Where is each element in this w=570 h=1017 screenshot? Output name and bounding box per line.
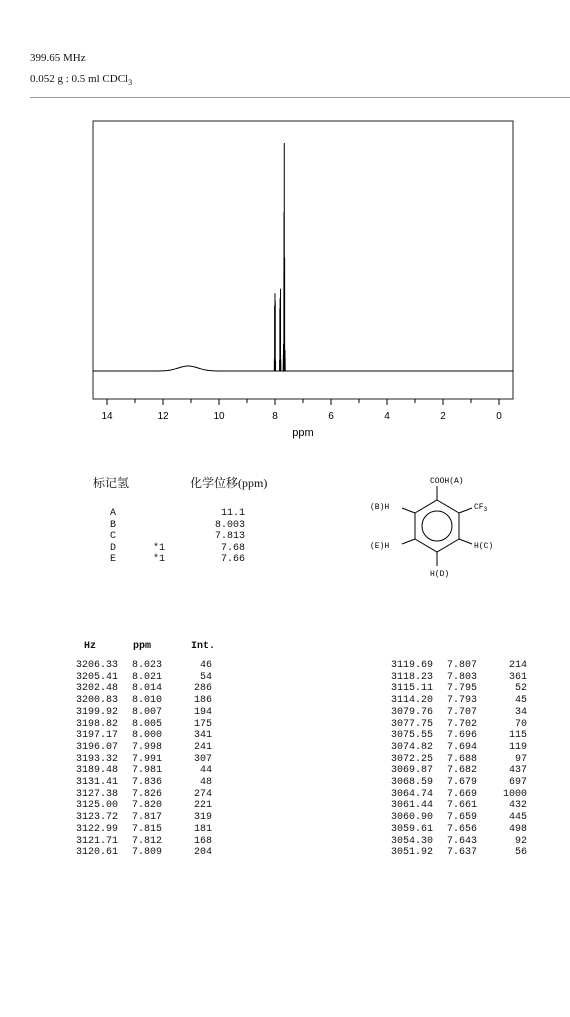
peak-hz: 3114.20 [390, 695, 433, 707]
peak-ppm: 7.991 [131, 753, 162, 765]
shift-value: 7.813 [214, 531, 245, 542]
table-row [379, 719, 570, 730]
label-c: H(C) [474, 542, 494, 551]
table-row [64, 789, 264, 800]
aromatic-circle [422, 511, 452, 541]
table-row [64, 683, 264, 694]
peak-int: 437 [508, 765, 527, 777]
peak-hz: 3189.48 [75, 765, 118, 777]
peak-int: 175 [193, 718, 212, 730]
peak-hz: 3131.41 [75, 777, 118, 788]
peak-int: 70 [514, 718, 527, 730]
shift-value: 7.66 [220, 554, 245, 565]
peak-ppm: 7.694 [446, 741, 477, 753]
table-row [64, 660, 264, 671]
bond-e [402, 539, 415, 544]
peak-hz: 3193.32 [75, 753, 118, 765]
peak-int: 186 [193, 695, 212, 707]
peak-hz: 3205.41 [75, 671, 118, 683]
table-row [64, 707, 264, 718]
label-cf3-subscript: 3 [483, 506, 488, 513]
peak-ppm: 7.707 [446, 706, 477, 718]
x-tick-label: 6 [328, 411, 334, 422]
peak-hz: 3125.00 [75, 800, 118, 812]
table-row [379, 695, 570, 706]
table-row [64, 754, 264, 765]
table-row [64, 695, 264, 706]
table-row [64, 742, 264, 753]
peak-hz: 3206.33 [75, 660, 118, 671]
peak-ppm: 7.981 [131, 765, 162, 777]
table-row [64, 719, 264, 730]
peak-hz: 3074.82 [390, 741, 433, 753]
peak-ppm: 7.836 [131, 777, 162, 788]
shift-row [0, 531, 300, 542]
peak-hz: 3060.90 [390, 812, 433, 824]
sample-text: 0.052 g : 0.5 ml CDCl [30, 73, 129, 85]
peak-hz: 3054.30 [390, 835, 433, 847]
peak-hz: 3059.61 [390, 823, 433, 835]
peak-hz: 3077.75 [390, 718, 433, 730]
peak-int: 44 [199, 765, 212, 777]
table-row [64, 812, 264, 823]
peak-ppm: 8.021 [131, 671, 162, 683]
shift-note: *1 [153, 554, 166, 565]
peak-int: 221 [193, 800, 212, 812]
shift-label: B [110, 519, 117, 531]
peak-int: 1000 [502, 788, 527, 800]
peak-int: 214 [508, 660, 527, 671]
peak-int: 432 [508, 800, 527, 812]
peak-ppm: 7.661 [446, 800, 477, 812]
peak-int: 119 [508, 741, 527, 753]
peak-ppm: 8.014 [131, 683, 162, 695]
shift-row [0, 543, 300, 554]
peak-ppm: 7.679 [446, 777, 477, 788]
peak-ppm: 7.817 [131, 812, 162, 824]
shift-value: 7.68 [220, 542, 245, 554]
label-e: (E)H [370, 542, 390, 551]
table-row [64, 765, 264, 776]
peak-ppm: 8.023 [131, 660, 162, 671]
peak-int: 48 [199, 777, 212, 788]
peak-hz: 3115.11 [390, 683, 433, 695]
frequency-label: 399.65 MHz [30, 52, 86, 64]
peak-ppm: 7.643 [446, 835, 477, 847]
peak-int: 241 [193, 741, 212, 753]
table-row [379, 683, 570, 694]
peak-hz: 3200.83 [75, 695, 118, 707]
shift-label: C [110, 531, 117, 542]
peak-ppm: 7.656 [446, 823, 477, 835]
peak-ppm: 7.682 [446, 765, 477, 777]
peak-hz: 3069.87 [390, 765, 433, 777]
peak-hz: 3127.38 [75, 788, 118, 800]
table-row [379, 660, 570, 671]
peak-ppm: 7.795 [446, 683, 477, 695]
bond-b [402, 508, 415, 513]
peak-hz: 3122.99 [75, 823, 118, 835]
shift-value: 11.1 [220, 508, 245, 519]
shift-label: D [110, 542, 117, 554]
shift-label: A [110, 508, 117, 519]
peak-ppm: 8.010 [131, 695, 162, 707]
peak-ppm: 7.820 [131, 800, 162, 812]
peak-int: 204 [193, 847, 212, 859]
table-row [379, 836, 570, 847]
peak-int: 46 [199, 660, 212, 671]
table-row [379, 730, 570, 741]
peak-table-header-hz: Hz [84, 641, 97, 652]
shift-column-label-hydrogen: 标记氢 [93, 476, 130, 490]
table-row [379, 847, 570, 858]
table-row [379, 707, 570, 718]
peak-hz: 3061.44 [390, 800, 433, 812]
table-row [64, 824, 264, 835]
table-row [379, 789, 570, 800]
table-row [379, 765, 570, 776]
shift-row [0, 508, 300, 519]
peak-int: 286 [193, 683, 212, 695]
plot-frame [93, 121, 513, 399]
peak-ppm: 7.659 [446, 812, 477, 824]
peak-hz: 3202.48 [75, 683, 118, 695]
peak-int: 56 [514, 847, 527, 859]
x-axis-label: ppm [292, 427, 314, 439]
peak-int: 181 [193, 823, 212, 835]
peak-int: 341 [193, 730, 212, 742]
peak-hz: 3064.74 [390, 788, 433, 800]
peak-int: 92 [514, 835, 527, 847]
table-row [379, 812, 570, 823]
peak-hz: 3120.61 [75, 847, 118, 859]
peak-hz: 3197.17 [75, 730, 118, 742]
table-row [64, 730, 264, 741]
label-cf3 [474, 503, 488, 513]
peak-ppm: 7.812 [131, 835, 162, 847]
label-b: (B)H [370, 503, 390, 512]
peak-hz: 3123.72 [75, 812, 118, 824]
table-row [64, 847, 264, 858]
peak-int: 168 [193, 835, 212, 847]
peak-hz: 3079.76 [390, 706, 433, 718]
peak-int: 307 [193, 753, 212, 765]
shift-label: E [110, 554, 117, 565]
peak-ppm: 7.807 [446, 660, 477, 671]
table-row [379, 800, 570, 811]
peak-ppm: 7.702 [446, 718, 477, 730]
x-tick-label: 4 [384, 411, 390, 422]
peak-int: 274 [193, 788, 212, 800]
peak-hz: 3072.25 [390, 753, 433, 765]
table-row [379, 672, 570, 683]
peak-int: 52 [514, 683, 527, 695]
peak-ppm: 7.688 [446, 753, 477, 765]
molecule-structure [350, 472, 550, 592]
peak-ppm: 7.803 [446, 671, 477, 683]
x-tick-label: 10 [213, 411, 225, 422]
peak-hz: 3199.92 [75, 706, 118, 718]
shift-row [0, 520, 300, 531]
peak-ppm: 7.815 [131, 823, 162, 835]
peak-int: 115 [508, 730, 527, 742]
x-tick-label: 14 [101, 411, 113, 422]
peak-ppm: 8.000 [131, 730, 162, 742]
peak-hz: 3118.23 [390, 671, 433, 683]
table-row [379, 777, 570, 788]
peak-ppm: 8.007 [131, 706, 162, 718]
peak-int: 34 [514, 706, 527, 718]
shift-row [0, 554, 300, 565]
peak-int: 445 [508, 812, 527, 824]
peak-hz: 3075.55 [390, 730, 433, 742]
sample-subscript: 3 [128, 78, 133, 88]
peak-int: 498 [508, 823, 527, 835]
peak-int: 45 [514, 695, 527, 707]
peak-int: 194 [193, 706, 212, 718]
table-row [64, 777, 264, 788]
peak-ppm: 8.005 [131, 718, 162, 730]
label-d: H(D) [430, 570, 450, 579]
x-tick-label: 2 [440, 411, 446, 422]
spectrum-trace [93, 143, 513, 371]
label-cooh: COOH(A) [430, 477, 464, 486]
table-row [64, 836, 264, 847]
x-tick-label: 0 [496, 411, 502, 422]
table-row [64, 672, 264, 683]
x-tick-label: 12 [157, 411, 169, 422]
peak-hz: 3198.82 [75, 718, 118, 730]
peak-int: 319 [193, 812, 212, 824]
peak-ppm: 7.637 [446, 847, 477, 859]
peak-ppm: 7.696 [446, 730, 477, 742]
label-cf3-text: CF [474, 503, 484, 512]
x-tick-label: 8 [272, 411, 278, 422]
peak-table-header-ppm: ppm [133, 641, 152, 652]
peak-ppm: 7.809 [131, 847, 162, 859]
table-row [379, 824, 570, 835]
peak-table-header-int: Int. [191, 641, 216, 652]
bond-cf3 [459, 508, 472, 513]
peak-hz: 3119.69 [390, 660, 433, 671]
peak-ppm: 7.826 [131, 788, 162, 800]
peak-int: 54 [199, 671, 212, 683]
bond-c [459, 539, 472, 544]
shift-value: 8.003 [214, 519, 245, 531]
table-row [379, 742, 570, 753]
nmr-spectrum-chart [0, 0, 570, 450]
peak-hz: 3051.92 [390, 847, 433, 859]
shift-note: *1 [153, 542, 166, 554]
table-row [379, 754, 570, 765]
peak-hz: 3121.71 [75, 835, 118, 847]
table-row [64, 800, 264, 811]
peak-int: 697 [508, 777, 527, 788]
peak-int: 361 [508, 671, 527, 683]
peak-hz: 3068.59 [390, 777, 433, 788]
peak-int: 97 [514, 753, 527, 765]
shift-column-label-ppm: 化学位移(ppm) [190, 476, 268, 490]
peak-hz: 3196.07 [75, 741, 118, 753]
peak-ppm: 7.793 [446, 695, 477, 707]
peak-ppm: 7.669 [446, 788, 477, 800]
peak-ppm: 7.998 [131, 741, 162, 753]
